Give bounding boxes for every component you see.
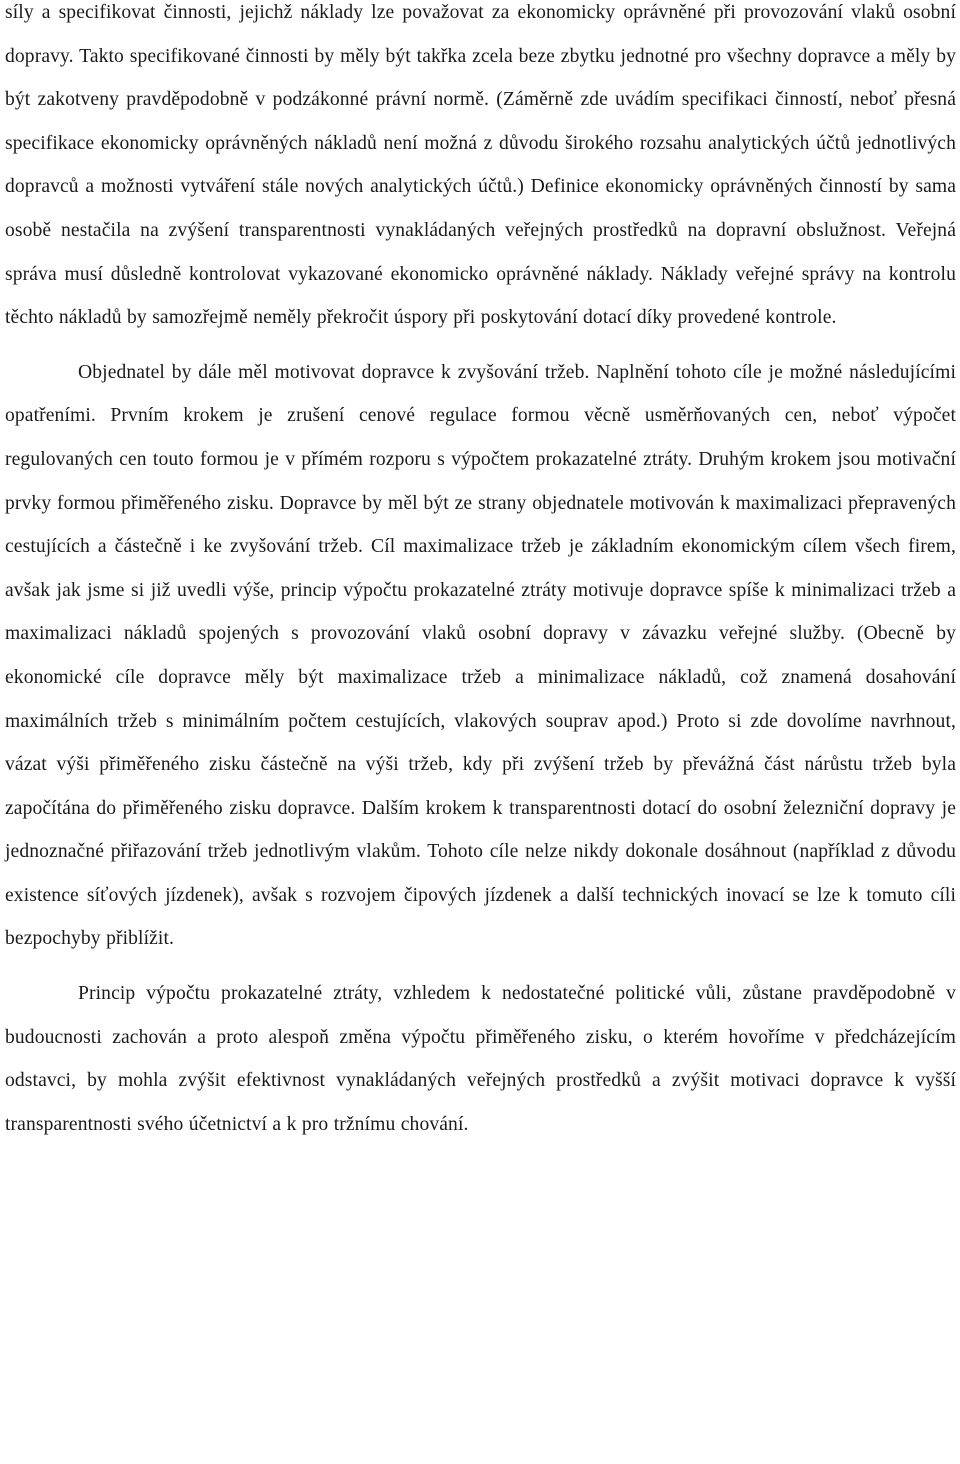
paragraph-2: Objednatel by dále měl motivovat dopravce k zvyšování tržeb. Naplnění tohoto cíle je možné následujícími opatřeními. Prvním krokem je zrušení cenové regulace formou věcně usměrňovaných cen, neboť výpočet regulovaných cen touto formou je v přímém rozporu s výpočtem prokazatelné ztráty. Druhým krokem jsou motivační prvky formou přiměřeného zisku. Dopravce by měl být ze strany objednatele motivován k maximalizaci přepravených cestujících a částečně i ke zvyšování tržeb. Cíl maximalizace tržeb je základním ekonomickým cílem všech firem, avšak jak jsme si již uvedli výše, princip výpočtu prokazatelné ztráty motivuje dopravce spíše k minimalizaci tržeb a maximalizaci nákladů spojených s provozování vlaků osobní dopravy v závazku veřejné služby. (Obecně by ekonomické cíle dopravce měly být maximalizace tržeb a minimalizace nákladů, což znamená dosahování maximálních tržeb s minimálním počtem cestujících, vlakových souprav apod.) Proto si zde dovolíme navrhnout, vázat výši přiměřeného zisku částečně na výši tržeb, kdy při zvýšení tržeb by převážná část nárůstu tržeb byla započítána do přiměřeného zisku dopravce. Dalším krokem k transparentnosti dotací do osobní železniční dopravy je jednoznačné přiřazování tržeb jednotlivým vlakům. Tohoto cíle nelze nikdy dokonale dosáhnout (například z důvodu existence síťových jízdenek), avšak s rozvojem čipových jízdenek a další technických inovací se lze k tomuto cíli bezpochyby přiblížit. [5,361,956,950]
paragraph-1: síly a specifikovat činnosti, jejichž náklady lze považovat za ekonomicky oprávněné při provozování vlaků osobní dopravy. Takto specifikované činnosti by měly být takřka zcela beze zbytku jednotné pro všechny dopravce a měly by být zakotveny pravděpodobně v podzákonné právní normě. (Záměrně zde uvádím specifikaci činností, neboť přesná specifikace ekonomicky oprávněných nákladů není možná z důvodu širokého rozsahu analytických účtů jednotlivých dopravců a možnosti vytváření stále nových analytických účtů.) Definice ekonomicky oprávněných činností by sama osobě nestačila na zvýšení transparentnosti vynakládaných veřejných prostředků na dopravní obslužnost. Veřejná správa musí důsledně kontrolovat vykazované ekonomicko oprávněné náklady. Náklady veřejné správy na kontrolu těchto nákladů by samozřejmě neměly překročit úspory při poskytování dotací díky provedené kontrole. [5,2,956,329]
paragraph-gap [5,961,956,972]
paragraph-3: Princip výpočtu prokazatelné ztráty, vzhledem k nedostatečné politické vůli, zůstane pravděpodobně v budoucnosti zachován a proto alespoň změna výpočtu přiměřeného zisku, o kterém hovoříme v předcházejícím odstavci, by mohla zvýšit efektivnost vynakládaných veřejných prostředků a zvýšit motivaci dopravce k vyšší transparentnosti svého účetnictví a k pro tržnímu chování. [5,983,956,1135]
paragraph-gap [5,340,956,351]
document-page [5,0,956,1146]
